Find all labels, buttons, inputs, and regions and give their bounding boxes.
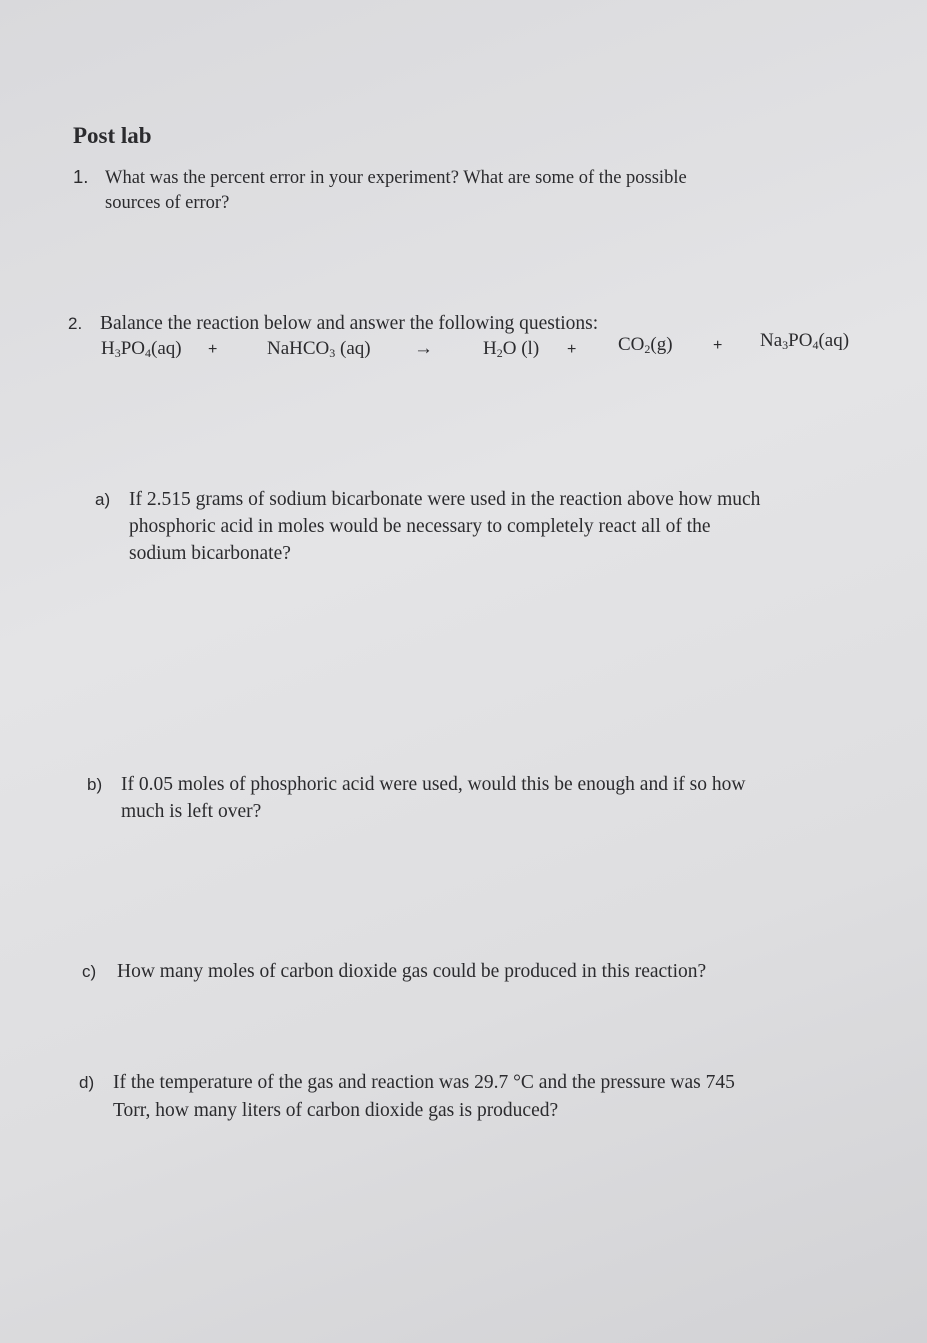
reaction-arrow-icon: →: [414, 338, 433, 359]
part-a: [95, 486, 760, 513]
question-number: 1.: [73, 166, 89, 187]
part-line: How many moles of carbon dioxide gas could be produced in this reaction?: [117, 961, 707, 982]
plus-sign: +: [567, 341, 577, 358]
reactant-phosphoric-acid: $H_3PO_4(aq)$: [101, 338, 182, 360]
part-label: b): [87, 775, 103, 794]
question-1-line-2: sources of error?: [105, 193, 230, 213]
reactant-sodium-bicarbonate: NaHCO$_3$ (aq): [267, 338, 371, 360]
part-c: [82, 958, 706, 985]
part-line: If 2.515 grams of sodium bicarbonate were used in the reaction above how much: [129, 489, 761, 510]
question-2: [68, 310, 598, 338]
plus-sign: +: [713, 337, 723, 354]
part-label: d): [79, 1073, 95, 1092]
product-water: $H_2O$ (l): [483, 338, 540, 360]
product-carbon-dioxide: $CO_2(g)$: [618, 334, 673, 356]
product-sodium-phosphate: $Na_3PO_4(aq)$: [760, 330, 850, 352]
part-b-line-2: much is left over?: [121, 801, 262, 822]
page-title: Post lab: [73, 123, 152, 148]
part-a-line-2: phosphoric acid in moles would be necessary to completely react all of the: [129, 516, 711, 537]
question-number: 2.: [68, 314, 83, 333]
question-line: Balance the reaction below and answer the following questions:: [100, 313, 599, 334]
part-label: c): [82, 962, 97, 981]
part-b: [87, 771, 745, 798]
part-label: a): [95, 490, 111, 509]
question-1: [73, 163, 687, 192]
plus-sign: +: [208, 341, 218, 358]
question-line: What was the percent error in your experiment? What are some of the possible: [105, 168, 687, 188]
part-d: [79, 1069, 735, 1096]
part-d-line-2: Torr, how many liters of carbon dioxide gas is produced?: [113, 1100, 559, 1121]
part-line: If the temperature of the gas and reaction was 29.7 °C and the pressure was 745: [113, 1072, 735, 1093]
part-line: If 0.05 moles of phosphoric acid were used, would this be enough and if so how: [121, 774, 746, 795]
part-a-line-3: sodium bicarbonate?: [129, 543, 291, 564]
